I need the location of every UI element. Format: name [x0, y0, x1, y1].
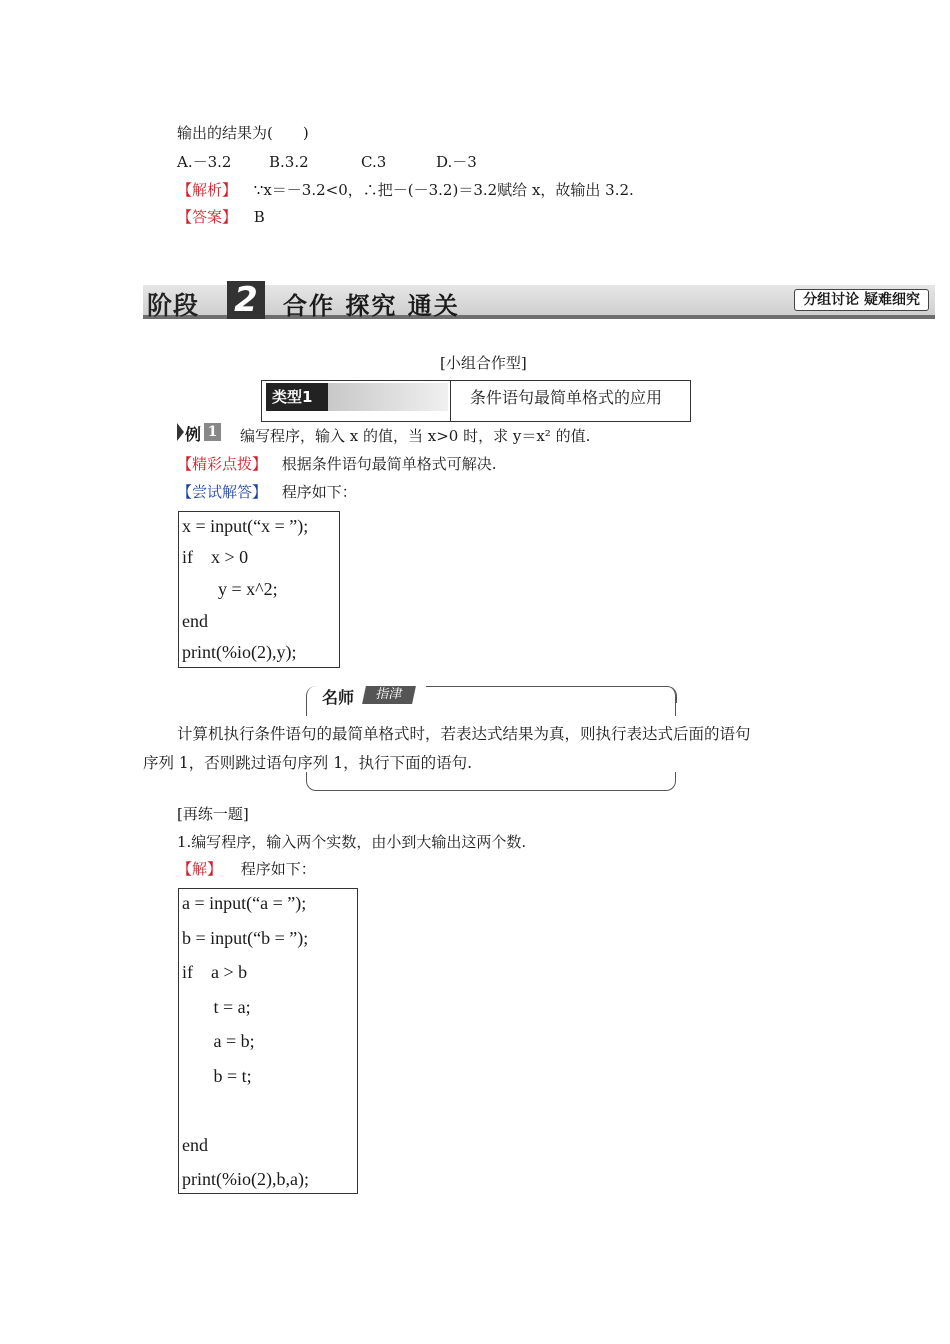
tip-badge-title: 名师 [320, 685, 356, 708]
solution-text: 程序如下： [240, 860, 316, 878]
stage-tag: 分组讨论 疑难细究 [794, 289, 929, 311]
tip-top-line [426, 686, 677, 703]
type-gradient [328, 383, 448, 411]
analysis-text: ∵x＝－3.2<0，∴把－(－3.2)＝3.2赋给 x，故输出 3.2. [253, 181, 634, 199]
code-line: print(%io(2),b,a); [182, 1169, 309, 1189]
type-label: 类型1 [266, 383, 332, 411]
answer-line [177, 206, 265, 227]
solution-line [177, 858, 316, 879]
tip-badge-tag: 指津 [362, 686, 416, 704]
solution-label: 【解】 [177, 860, 223, 878]
stage-label: 阶段 [147, 291, 200, 320]
code-line: a = input(“a = ”); [182, 893, 307, 913]
try-label: 【尝试解答】 [177, 483, 268, 501]
example-problem: 编写程序，输入 x 的值，当 x>0 时，求 y＝x² 的值. [240, 427, 591, 445]
practice-problem: 1.编写程序，输入两个实数，由小到大输出这两个数. [177, 833, 527, 851]
code-line: b = input(“b = ”); [182, 928, 309, 948]
choices-row [177, 151, 477, 172]
code-line: print(%io(2),y); [182, 642, 297, 662]
example-word: 例 [185, 425, 202, 444]
analysis-line [177, 179, 634, 200]
choice-a: A.－3.2 [177, 153, 232, 171]
choice-c: C.3 [361, 153, 387, 171]
code-line: b = t; [182, 1066, 252, 1086]
practice-code-box [178, 888, 358, 1194]
try-text: 程序如下： [281, 483, 357, 501]
choice-b: B.3.2 [269, 153, 309, 171]
tip-text-2: 序列 1，否则跳过语句序列 1，执行下面的语句. [143, 754, 473, 772]
code-line: if x > 0 [182, 547, 249, 567]
hint-label: 【精彩点拨】 [177, 455, 268, 473]
practice-header: [再练一题] [177, 805, 249, 823]
example-marker [177, 423, 221, 444]
answer-label: 【答案】 [177, 208, 238, 226]
tip-text-1: 计算机执行条件语句的最简单格式时，若表达式结果为真，则执行表达式后面的语句 [177, 725, 751, 743]
stage-number: 2 [227, 281, 265, 319]
triangle-icon [177, 423, 184, 441]
code-line: t = a; [182, 997, 251, 1017]
code-line: end [182, 611, 208, 631]
code-line: x = input(“x = ”); [182, 516, 309, 536]
stage-title: 合作 探究 通关 [283, 292, 460, 320]
try-line [177, 481, 357, 502]
answer-text: B [253, 208, 265, 226]
example-code-box [178, 511, 340, 668]
example-number: 1 [204, 423, 221, 441]
code-line: end [182, 1135, 208, 1155]
stage-banner [143, 280, 935, 320]
group-type-header: [小组合作型] [440, 354, 527, 372]
hint-text: 根据条件语句最简单格式可解决. [281, 455, 497, 473]
code-line: if a > b [182, 962, 248, 982]
hint-line [177, 453, 497, 474]
type-divider [450, 381, 451, 421]
code-line: a = b; [182, 1031, 255, 1051]
type-title: 条件语句最简单格式的应用 [470, 388, 663, 407]
type-box [261, 380, 691, 422]
choice-d: D.－3 [436, 153, 477, 171]
analysis-label: 【解析】 [177, 181, 238, 199]
question-stem: 输出的结果为( ) [177, 124, 309, 142]
code-line: y = x^2; [182, 579, 278, 599]
